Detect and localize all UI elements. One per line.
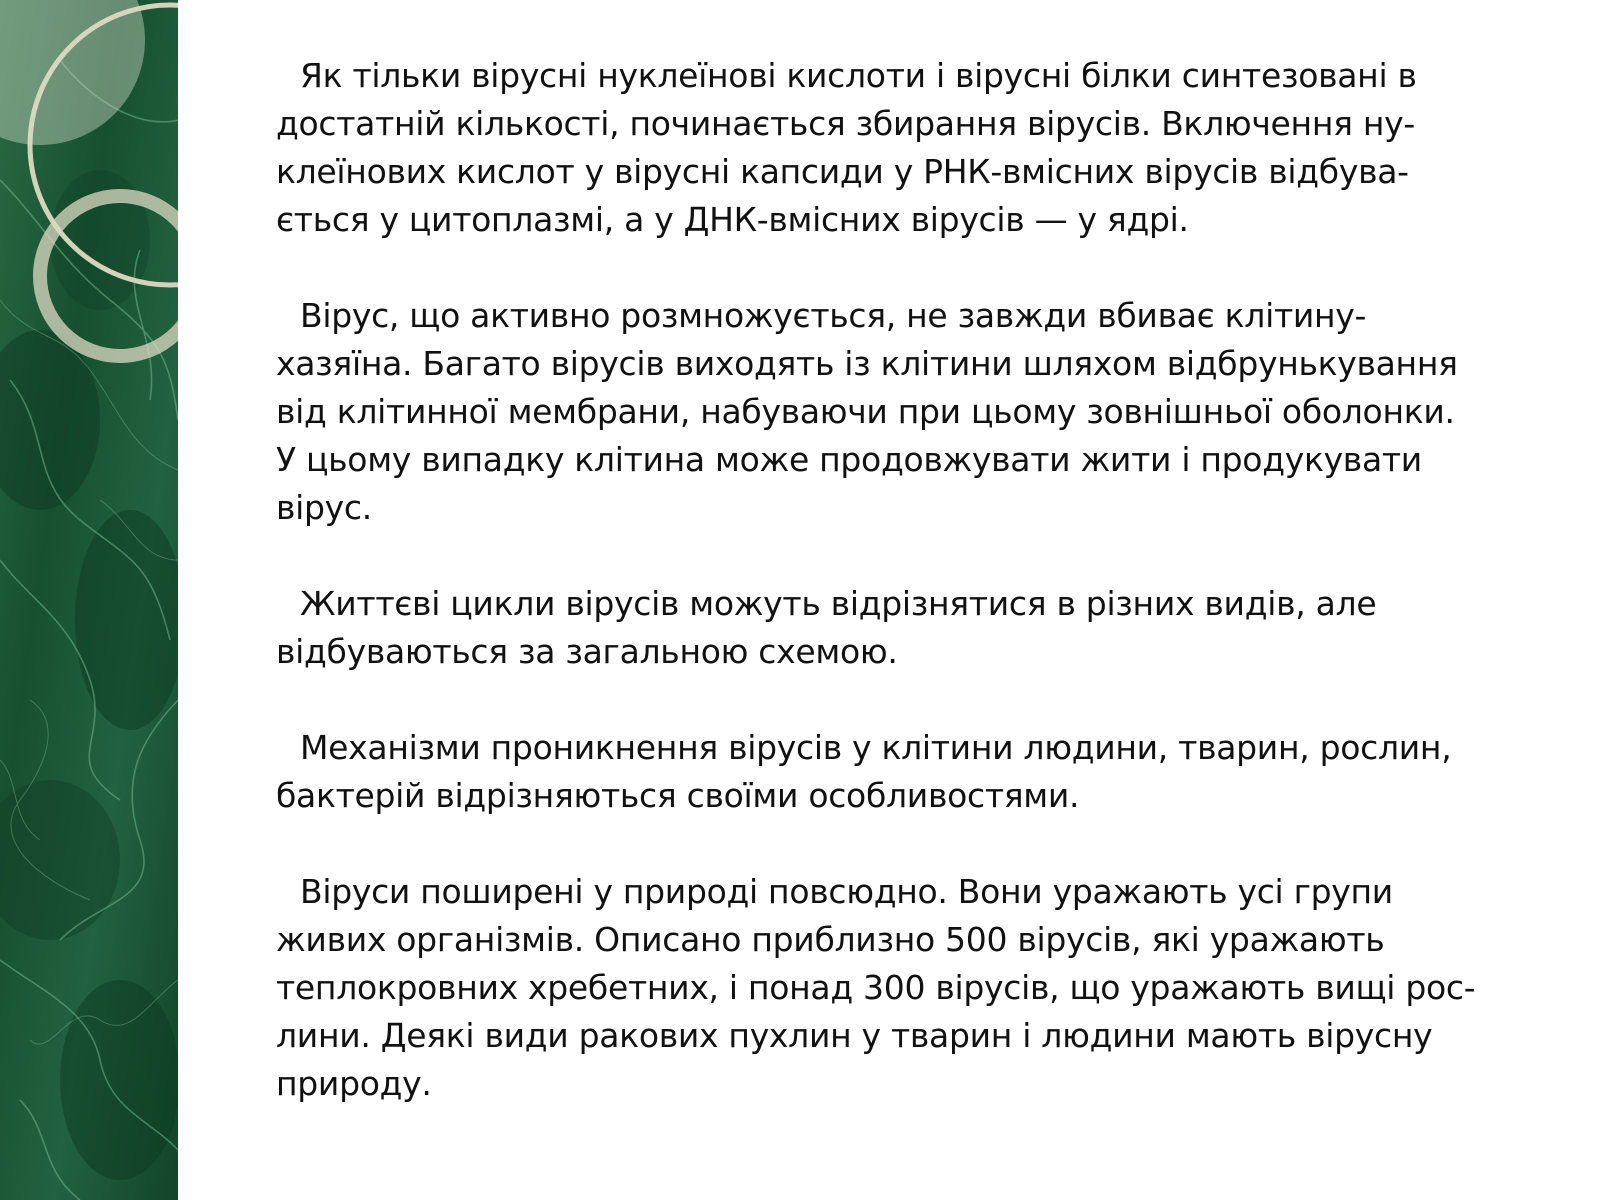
paragraph-entry-mechanisms: Механізми проникнення вірусів у клітини людини, тварин, рослин, бактерій відрізняються своїми особливостями. [276, 728, 1452, 815]
paragraph-virus-distribution: Віруси поширені у природі повсюдно. Вони уражають усі групи живих організмів. Описано приблизно 500 вірусів, які уражають теплокровних хребетних, і понад 300 вірусів, що уражають вищі рос- лини. Деякі види ракових пухлин у тварин і людини мають вірусну природу. [276, 872, 1476, 1103]
marble-side-band [0, 0, 178, 1200]
green-marble-texture [0, 0, 178, 1200]
slide-body-text [276, 52, 1476, 1156]
paragraph-virus-budding: Вірус, що активно розмножується, не завжди вбиває клітину- хазяїна. Багато вірусів виходять із клітини шляхом відбрунькування від клітинної мембрани, набуваючи при цьому зовнішньої оболонки. У цьому випадку клітина може продовжувати жити і продукувати вірус. [276, 296, 1458, 527]
paragraph-life-cycles: Життєві цикли вірусів можуть відрізнятися в різних видів, але відбуваються за загальною схемою. [276, 584, 1377, 671]
paragraph-virus-assembly: Як тільки вірусні нуклеїнові кислоти і вірусні білки синтезовані в достатній кількості, починається збирання вірусів. Включення ну- клеїнових кислот у вірусні капсиди у РНК-вмісних вірусів відбува- ється у цитоплазмі, а у ДНК-вмісних вірусів — у ядрі. [276, 56, 1417, 239]
